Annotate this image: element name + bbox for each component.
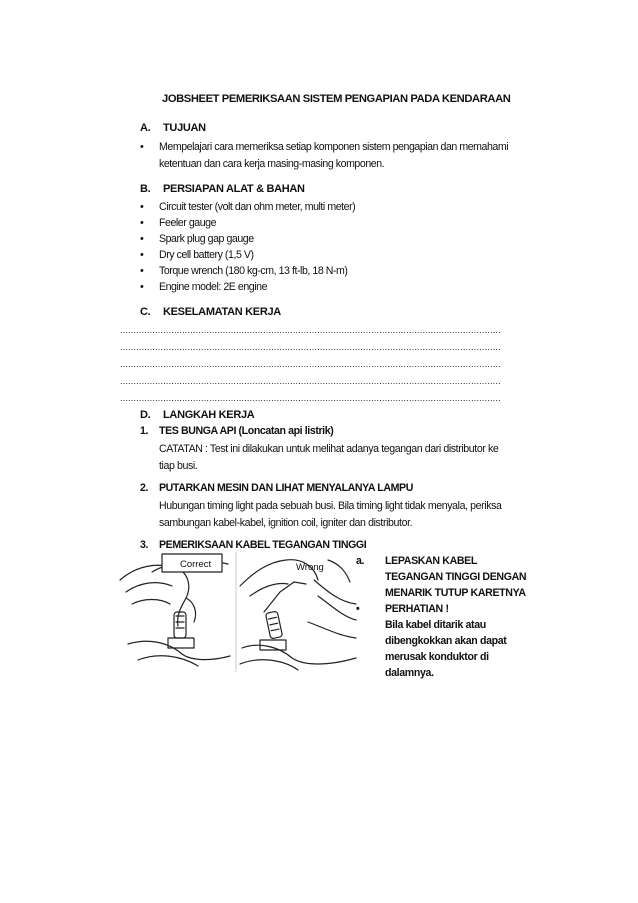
- list-item-text: Feeler gauge: [159, 217, 217, 229]
- section-a-letter: A.: [140, 122, 151, 134]
- bullet-icon: •: [140, 233, 144, 245]
- note-line: merusak konduktor di: [385, 651, 489, 663]
- step-body-line: Hubungan timing light pada sebuah busi. Bila timing light tidak menyala, periksa: [159, 500, 502, 512]
- bullet-icon: •: [140, 201, 144, 213]
- bullet-icon: •: [140, 265, 144, 277]
- correct-label: Correct: [180, 559, 212, 570]
- tujuan-line-2: ketentuan dan cara kerja masing-masing komponen.: [159, 158, 385, 170]
- note-line: LEPASKAN KABEL: [385, 555, 478, 567]
- bullet-icon: •: [140, 217, 144, 229]
- dotted-answer-line: .............................................................................................................................................: [120, 377, 501, 386]
- note-line: MENARIK TUTUP KARETNYA: [385, 587, 526, 599]
- document-title: JOBSHEET PEMERIKSAAN SISTEM PENGAPIAN PADA KENDARAAN: [162, 93, 511, 105]
- dotted-answer-line: .............................................................................................................................................: [120, 394, 501, 403]
- bullet-icon: •: [140, 141, 144, 153]
- list-item-text: Engine model: 2E engine: [159, 281, 268, 293]
- section-c-title: KESELAMATAN KERJA: [163, 306, 281, 318]
- section-b-title: PERSIAPAN ALAT & BAHAN: [163, 183, 305, 195]
- section-b-heading: [140, 183, 305, 195]
- step-body-line: CATATAN : Test ini dilakukan untuk melihat adanya tegangan dari distributor ke: [159, 443, 499, 455]
- step-number: 1.: [140, 425, 149, 437]
- step-heading: PEMERIKSAAN KABEL TEGANGAN TINGGI: [159, 539, 367, 551]
- section-a-title: TUJUAN: [163, 122, 206, 134]
- list-item-text: Spark plug gap gauge: [159, 233, 254, 245]
- step-body: [159, 441, 549, 475]
- note-line: PERHATIAN !: [385, 603, 449, 615]
- bullet-icon: •: [356, 603, 360, 615]
- step-body-line: sambungan kabel-kabel, ignition coil, igniter dan distributor.: [159, 517, 413, 529]
- dotted-answer-line: .............................................................................................................................................: [120, 326, 501, 335]
- dotted-answer-line: .............................................................................................................................................: [120, 360, 501, 369]
- step-body: [159, 498, 549, 532]
- note-line: dalamnya.: [385, 667, 434, 679]
- step-number: 2.: [140, 482, 149, 494]
- note-line: Bila kabel ditarik atau: [385, 619, 486, 631]
- section-a-heading: [140, 122, 206, 134]
- section-c-heading: [140, 306, 281, 318]
- tujuan-line-1: Mempelajari cara memeriksa setiap komponen sistem pengapian dan memahami: [159, 141, 509, 153]
- note-line: dibengkokkan akan dapat: [385, 635, 507, 647]
- bullet-icon: •: [140, 249, 144, 261]
- section-b-letter: B.: [140, 183, 151, 195]
- cable-removal-illustration: [118, 552, 358, 672]
- note-line: TEGANGAN TINGGI DENGAN: [385, 571, 527, 583]
- wrong-label: Wrong: [296, 562, 324, 573]
- section-d-title: LANGKAH KERJA: [163, 409, 255, 421]
- step-body-line: tiap busi.: [159, 460, 198, 472]
- step-heading: PUTARKAN MESIN DAN LIHAT MENYALANYA LAMPU: [159, 482, 413, 494]
- note-a-marker: a.: [356, 555, 365, 567]
- step-heading: TES BUNGA API (Loncatan api listrik): [159, 425, 334, 437]
- dotted-answer-line: .............................................................................................................................................: [120, 343, 501, 352]
- list-item-text: Torque wrench (180 kg-cm, 13 ft-lb, 18 N-m): [159, 265, 348, 277]
- section-d-letter: D.: [140, 409, 151, 421]
- section-c-letter: C.: [140, 306, 151, 318]
- bullet-icon: •: [140, 281, 144, 293]
- list-item-text: Circuit tester (volt dan ohm meter, multi meter): [159, 201, 356, 213]
- list-item-text: Dry cell battery (1,5 V): [159, 249, 254, 261]
- section-d-heading: [140, 409, 254, 421]
- step-number: 3.: [140, 539, 149, 551]
